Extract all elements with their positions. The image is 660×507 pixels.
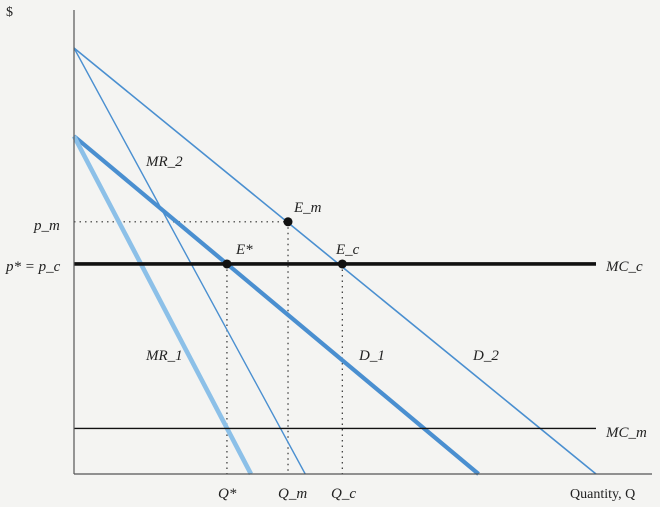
demand-curve-d2 — [74, 48, 596, 474]
point-estar — [222, 259, 231, 268]
x-axis-label: Quantity, Q — [570, 487, 636, 502]
curve-label-mcm: MC_m — [606, 425, 647, 441]
curve-label-mr1: MR_1 — [146, 348, 183, 364]
quantity-label-qc: Q_c — [331, 486, 356, 502]
price-label-pm: p_m — [34, 218, 60, 234]
curve-label-mr2: MR_2 — [146, 154, 183, 170]
price-label-pstar-pc: p* = p_c — [6, 259, 61, 275]
mr-curve-mr1 — [74, 136, 251, 474]
point-em — [284, 217, 293, 226]
quantity-label-qstar: Q* — [218, 486, 237, 502]
mr-curve-mr2 — [74, 48, 305, 474]
point-ec — [338, 259, 347, 268]
curve-label-d2: D_2 — [473, 348, 499, 364]
y-axis-label: $ — [6, 5, 13, 20]
curve-label-mcc: MC_c — [606, 259, 643, 275]
quantity-label-qm: Q_m — [278, 486, 308, 502]
point-label-em: E_m — [294, 200, 322, 216]
curve-label-d1: D_1 — [359, 348, 385, 364]
point-label-estar: E* — [236, 242, 253, 258]
point-label-ec: E_c — [336, 242, 360, 258]
demand-curve-d1 — [74, 136, 479, 474]
